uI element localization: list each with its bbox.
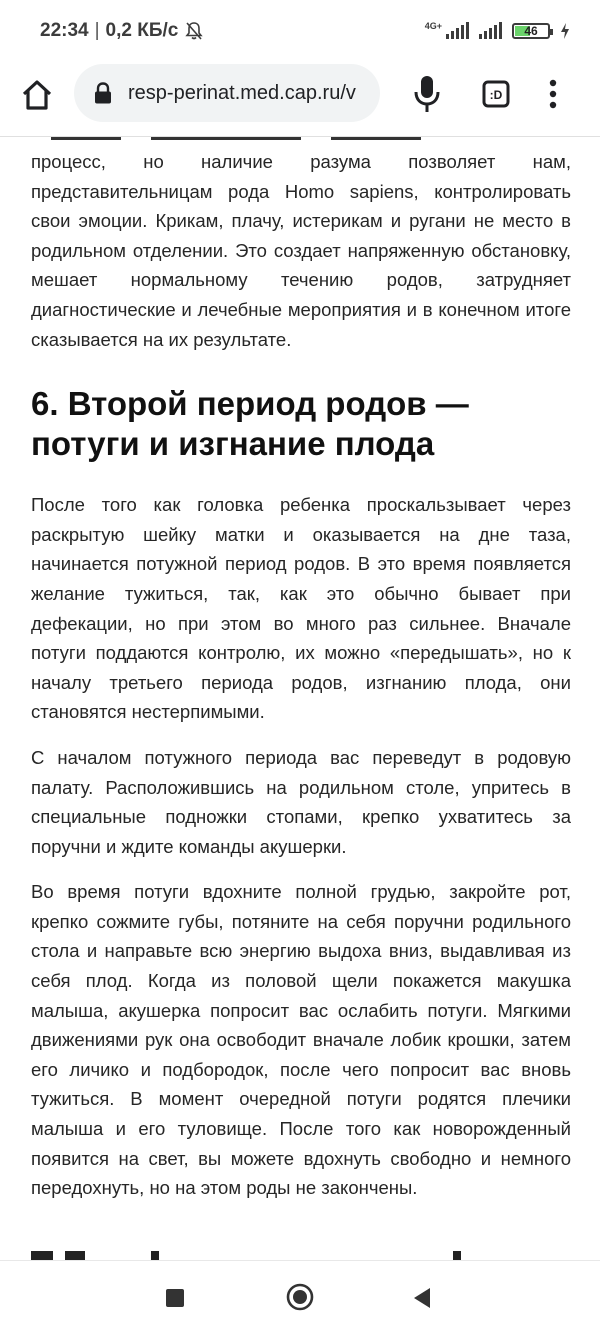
square-icon[interactable] — [166, 1289, 184, 1307]
paragraph-2: С началом потужного периода вас переведут в родовую палату. Расположившись на родильном столе, упритесь в специальные подножки стопами, крепко ухватитесь за поручни и ждите команды акушерки. — [31, 746, 571, 857]
paragraph-3: Во время потуги вдохните полной грудью, закройте рот, крепко сожмите губы, потяните на себя поручни родильного стола и направьте всю энергию выдоха вниз, выдавливая из себя плод. Когда из половой щели покажется макушка малыша, акушерка попросит вас ослабить потуги. Мягкими движениями рук она освободит вначале лобик крошки, затем его личико и подбородок, после чего попросит вас вновь тужиться. В момент очередной потуги родятся плечики малыша и его туловище. После того как новорожденный появится на свет, вы можете вдохнуть свободно и немного передохнуть, но на этом роды не закончены. — [31, 881, 571, 1199]
bell-off-icon — [184, 21, 204, 41]
lock-icon — [94, 82, 112, 104]
status-speed: 0,2 КБ/с — [105, 20, 179, 41]
triangle-back-icon[interactable] — [412, 1287, 432, 1309]
circle-icon[interactable] — [286, 1283, 314, 1311]
more-vert-icon[interactable] — [547, 78, 559, 110]
tab-switcher-icon[interactable] — [482, 80, 510, 108]
status-time: 22:34 — [40, 20, 89, 41]
battery-icon — [512, 23, 550, 39]
section-heading: 6. Второй период родов — потуги и изгнание плода — [31, 385, 469, 463]
paragraph-1: После того как головка ребенка проскальзывает через раскрытую шейку матки и оказывается на дне таза, начинается потужной период родов. В это время появляется желание тужиться, так, как это обычно бывает при дефекации, но при этом во много раз сильнее. Вначале потуги поддаются контролю, их можно «передышать», но к началу третьего периода родов, изгнанию плода, они становятся нестерпимыми. — [31, 494, 571, 723]
article-content — [31, 137, 571, 1260]
status-left — [40, 20, 204, 42]
battery-level: 46 — [524, 23, 538, 38]
status-bar — [0, 0, 600, 64]
svg-text::D: :D — [489, 88, 503, 102]
signal-4g-indicator — [425, 22, 469, 39]
network-type-label: 4G+ — [424, 21, 442, 31]
cut-off-text-line — [31, 137, 571, 147]
url-text: resp-perinat.med.cap.ru/v — [128, 81, 356, 104]
browser-toolbar — [0, 64, 600, 137]
system-nav-bar — [0, 1260, 600, 1333]
next-heading-cut-off — [31, 1249, 571, 1260]
paragraph-intro: процесс, но наличие разума позволяет нам, представительницам рода Homo sapiens, контролировать свои эмоции. Крикам, плачу, истерикам и ругани не место в родильном отделении. Это создает напряженную обстановку, мешает нормальному течению родов, затрудняет диагностические и лечебные мероприятия и в конечном итоге сказывается на их результате. — [31, 151, 571, 350]
address-bar[interactable] — [74, 64, 380, 122]
mic-icon[interactable] — [412, 74, 442, 114]
status-separator: | — [94, 20, 100, 41]
home-icon[interactable] — [20, 78, 54, 112]
charging-icon — [560, 23, 570, 39]
status-right — [425, 22, 570, 39]
signal-icon — [479, 22, 502, 39]
